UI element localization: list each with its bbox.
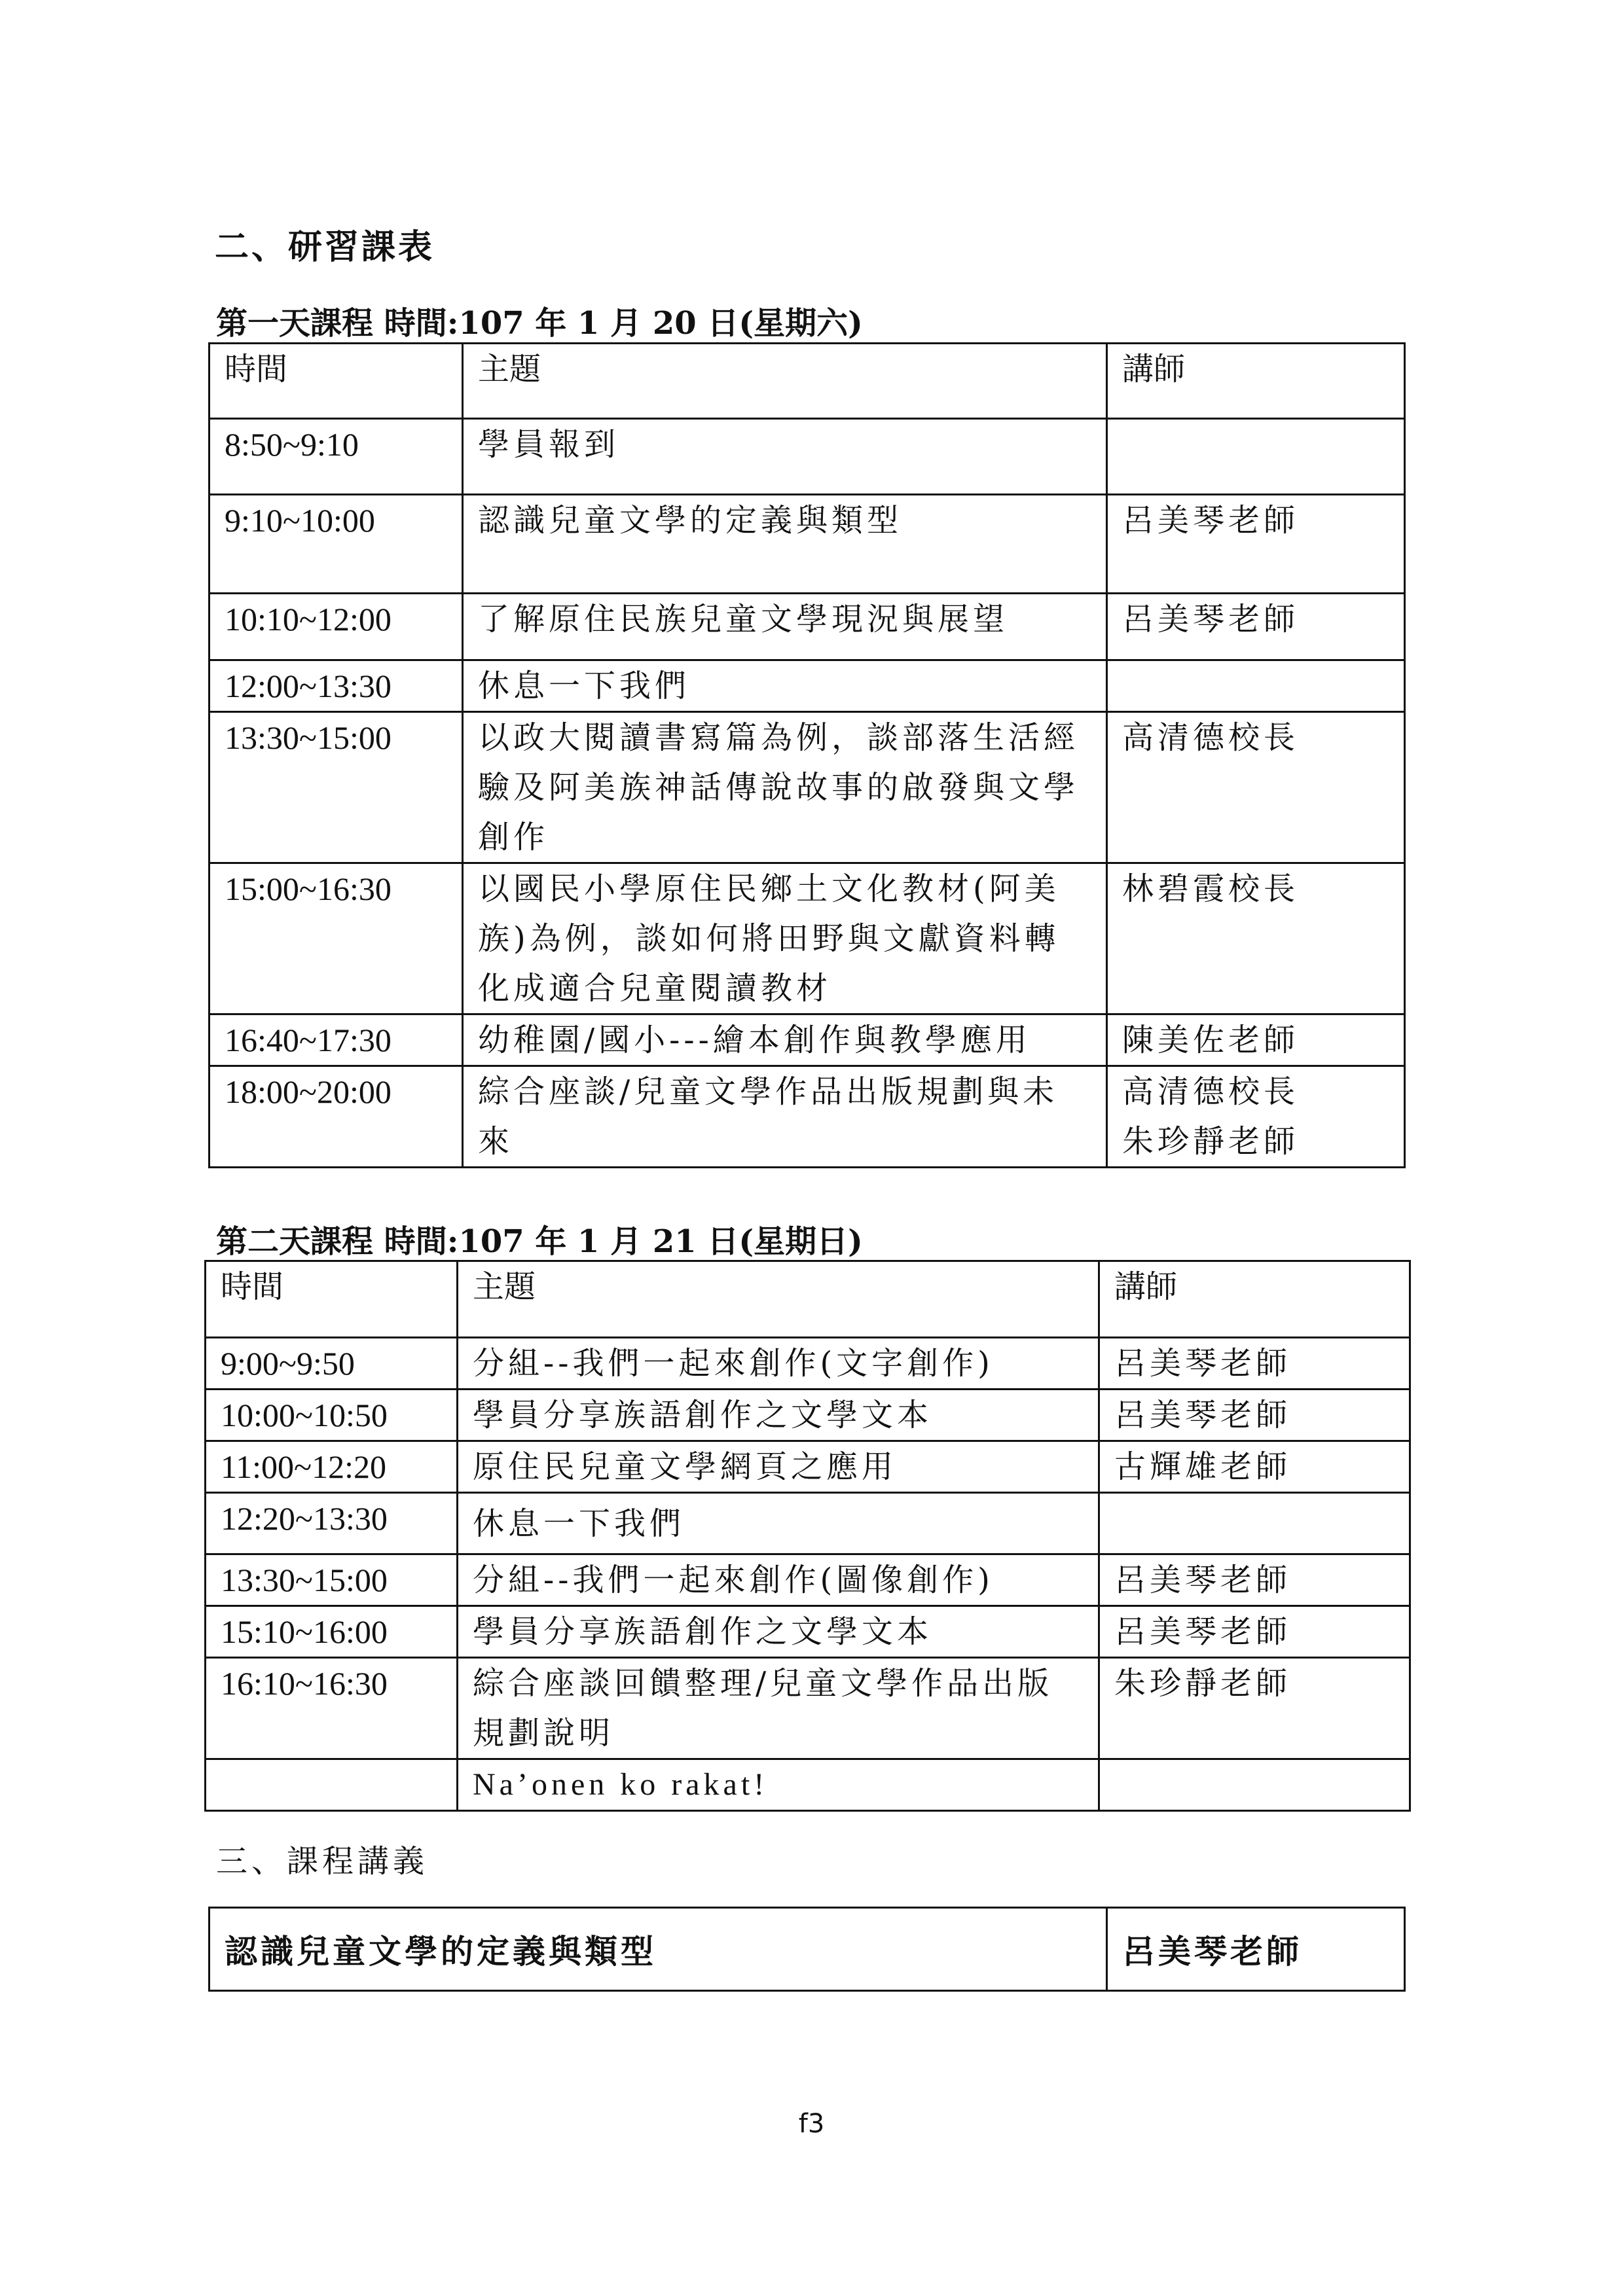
row-topic: 綜合座談/兒童文學作品出版規劃與未來 [463, 1066, 1107, 1168]
row-time: 8:50~9:10 [210, 419, 463, 495]
table-row [206, 1441, 1410, 1493]
table-row [210, 1014, 1405, 1066]
row-topic: 以政大閱讀書寫篇為例，談部落生活經驗及阿美族神話傳說故事的啟發與文學創作 [463, 712, 1107, 863]
row-topic: 學員分享族語創作之文學文本 [458, 1390, 1099, 1441]
page-number: f3 [798, 2109, 825, 2139]
table-header-row [210, 344, 1405, 419]
handout-row [210, 1908, 1405, 1991]
row-teacher [1107, 660, 1405, 712]
row-topic: Na’onen ko rakat! [458, 1759, 1099, 1811]
row-topic: 認識兒童文學的定義與類型 [463, 495, 1107, 594]
row-time: 15:00~16:30 [210, 863, 463, 1014]
row-teacher: 陳美佐老師 [1107, 1014, 1405, 1066]
row-time: 16:40~17:30 [210, 1014, 463, 1066]
handout-topic: 認識兒童文學的定義與類型 [210, 1908, 1107, 1991]
row-teacher: 呂美琴老師 [1099, 1390, 1410, 1441]
row-topic: 了解原住民族兒童文學現況與展望 [463, 594, 1107, 660]
row-teacher: 呂美琴老師 [1107, 594, 1405, 660]
header-topic: 主題 [463, 344, 1107, 419]
day1-schedule-table [208, 342, 1406, 1168]
row-time: 11:00~12:20 [206, 1441, 458, 1493]
table-row [210, 495, 1405, 594]
table-row [206, 1759, 1410, 1811]
row-time: 18:00~20:00 [210, 1066, 463, 1168]
table-row [210, 712, 1405, 863]
day2-schedule-table [204, 1260, 1411, 1812]
row-time: 12:20~13:30 [206, 1493, 458, 1554]
header-teacher: 講師 [1099, 1261, 1410, 1338]
header-teacher: 講師 [1107, 344, 1405, 419]
table-row [206, 1554, 1410, 1606]
handout-teacher: 呂美琴老師 [1107, 1908, 1405, 1991]
header-time: 時間 [206, 1261, 458, 1338]
row-time: 10:10~12:00 [210, 594, 463, 660]
row-teacher: 古輝雄老師 [1099, 1441, 1410, 1493]
table-header-row [206, 1261, 1410, 1338]
table-row [210, 863, 1405, 1014]
row-teacher: 林碧霞校長 [1107, 863, 1405, 1014]
header-topic: 主題 [458, 1261, 1099, 1338]
row-topic: 分組--我們一起來創作(圖像創作) [458, 1554, 1099, 1606]
table-row [210, 419, 1405, 495]
row-topic: 休息一下我們 [458, 1493, 1099, 1554]
table-row [210, 1066, 1405, 1168]
row-topic: 原住民兒童文學網頁之應用 [458, 1441, 1099, 1493]
day2-title: 第二天課程 時間:107 年 1 月 21 日(星期日) [216, 1223, 863, 1260]
section-title-handouts: 三、課程講義 [216, 1843, 429, 1880]
row-teacher: 呂美琴老師 [1107, 495, 1405, 594]
row-teacher: 呂美琴老師 [1099, 1554, 1410, 1606]
row-time: 10:00~10:50 [206, 1390, 458, 1441]
row-topic: 學員分享族語創作之文學文本 [458, 1606, 1099, 1658]
row-time: 15:10~16:00 [206, 1606, 458, 1658]
row-teacher: 高清德校長 [1107, 712, 1405, 863]
row-time: 13:30~15:00 [210, 712, 463, 863]
header-time: 時間 [210, 344, 463, 419]
row-time: 13:30~15:00 [206, 1554, 458, 1606]
table-row [210, 594, 1405, 660]
row-topic: 綜合座談回饋整理/兒童文學作品出版規劃說明 [458, 1658, 1099, 1759]
row-time: 16:10~16:30 [206, 1658, 458, 1759]
handout-table [208, 1907, 1406, 1992]
row-topic: 分組--我們一起來創作(文字創作) [458, 1338, 1099, 1390]
row-topic: 以國民小學原住民鄉土文化教材(阿美族)為例，談如何將田野與文獻資料轉化成適合兒童閱讀教材 [463, 863, 1107, 1014]
row-teacher: 朱珍靜老師 [1099, 1658, 1410, 1759]
table-row [206, 1493, 1410, 1554]
row-teacher: 高清德校長 朱珍靜老師 [1107, 1066, 1405, 1168]
row-teacher: 呂美琴老師 [1099, 1606, 1410, 1658]
table-row [206, 1390, 1410, 1441]
row-teacher [1099, 1493, 1410, 1554]
table-row [206, 1606, 1410, 1658]
row-time: 9:00~9:50 [206, 1338, 458, 1390]
table-row [206, 1658, 1410, 1759]
row-teacher [1107, 419, 1405, 495]
row-topic: 學員報到 [463, 419, 1107, 495]
row-time [206, 1759, 458, 1811]
table-row [206, 1338, 1410, 1390]
row-time: 12:00~13:30 [210, 660, 463, 712]
row-topic: 幼稚園/國小---繪本創作與教學應用 [463, 1014, 1107, 1066]
table-row [210, 660, 1405, 712]
day1-title: 第一天課程 時間:107 年 1 月 20 日(星期六) [216, 305, 863, 342]
section-title-schedule: 二、研習課表 [215, 227, 435, 267]
row-topic: 休息一下我們 [463, 660, 1107, 712]
row-time: 9:10~10:00 [210, 495, 463, 594]
row-teacher [1099, 1759, 1410, 1811]
row-teacher: 呂美琴老師 [1099, 1338, 1410, 1390]
